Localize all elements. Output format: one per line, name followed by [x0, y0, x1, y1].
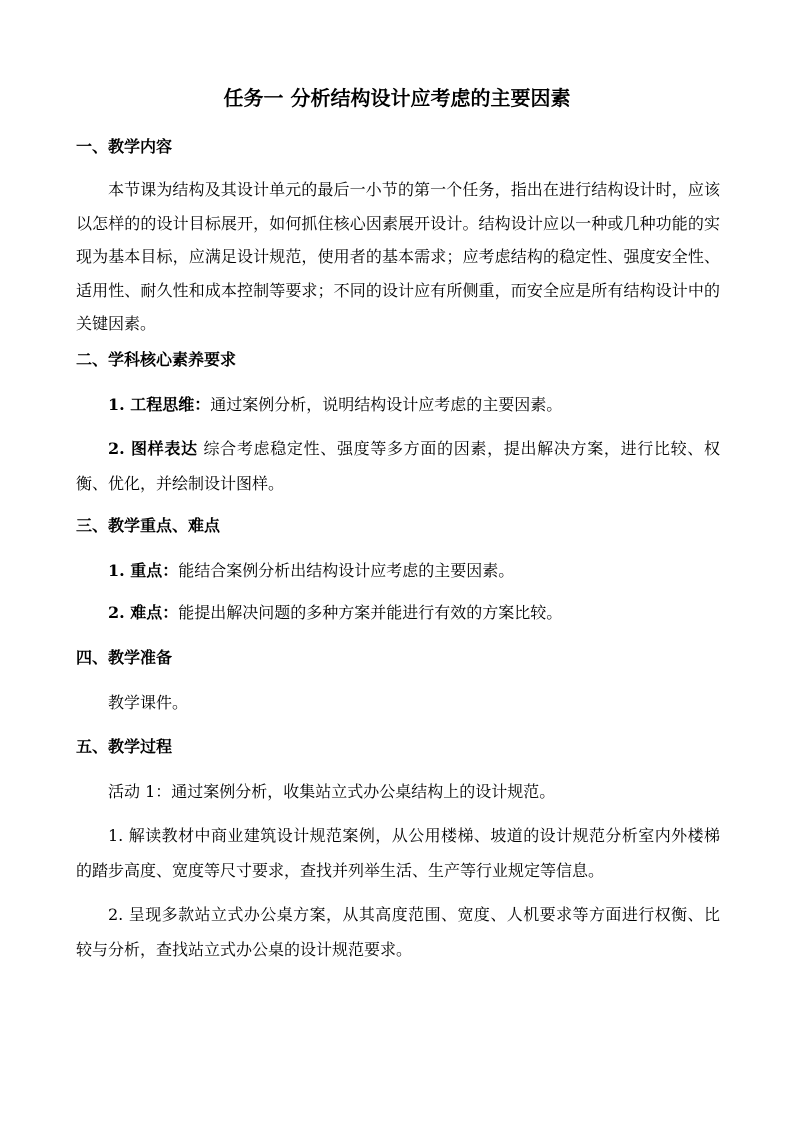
- section-heading-teaching-content: 一、教学内容: [76, 137, 173, 156]
- key-points-item-1: [108, 559, 720, 583]
- teaching-content-paragraph: 本节课为结构及其设计单元的最后一小节的第一个任务，指出在进行结构设计时，应该以怎样的的设计目标展开，如何抓住核心因素展开设计。结构设计应以一种或几种功能的实现为基本目标，应满足设计规范，使用者的基本需求；应考虑结构的稳定性、强度安全性、适用性、耐久性和成本控制等要求；不同的设计应有所侧重，而安全应是所有结构设计中的关键因素。: [76, 180, 720, 333]
- process-step-1: 1. 解读教材中商业建筑设计规范案例，从公用楼梯、坡道的设计规范分析室内外楼梯的踏步高度、宽度等尺寸要求，查找并列举生活、生产等行业规定等信息。: [76, 826, 720, 880]
- core-literacy-item-2: [76, 431, 720, 501]
- page-title: 任务一 分析结构设计应考虑的主要因素: [223, 86, 571, 110]
- item-label: 2. 图样表达: [108, 439, 198, 458]
- item-label: 2. 难点：: [108, 603, 179, 622]
- item-label: 1. 工程思维：: [108, 395, 211, 414]
- item-text: 能结合案例分析出结构设计应考虑的主要因素。: [178, 561, 515, 580]
- key-points-item-2: [108, 601, 720, 625]
- section-heading-key-points: 三、教学重点、难点: [76, 516, 221, 535]
- item-text: 综合考虑稳定性、强度等多方面的因素，提出解决方案，进行比较、权衡、优化，并绘制设计图样。: [76, 439, 720, 493]
- section-heading-teaching-process: 五、教学过程: [76, 737, 173, 756]
- item-text: 能提出解决问题的多种方案并能进行有效的方案比较。: [178, 603, 563, 622]
- section-heading-preparation: 四、教学准备: [76, 648, 173, 667]
- item-text: 通过案例分析，说明结构设计应考虑的主要因素。: [210, 395, 563, 414]
- activity-1-text: 活动 1：通过案例分析，收集站立式办公桌结构上的设计规范。: [108, 782, 556, 801]
- preparation-text: 教学课件。: [108, 693, 189, 712]
- core-literacy-item-1: [108, 393, 720, 417]
- item-label: 1. 重点：: [108, 561, 179, 580]
- process-step-2: 2. 呈现多款站立式办公桌方案，从其高度范围、宽度、人机要求等方面进行权衡、比较与分析，查找站立式办公桌的设计规范要求。: [76, 905, 720, 959]
- section-heading-core-literacy: 二、学科核心素养要求: [76, 350, 237, 369]
